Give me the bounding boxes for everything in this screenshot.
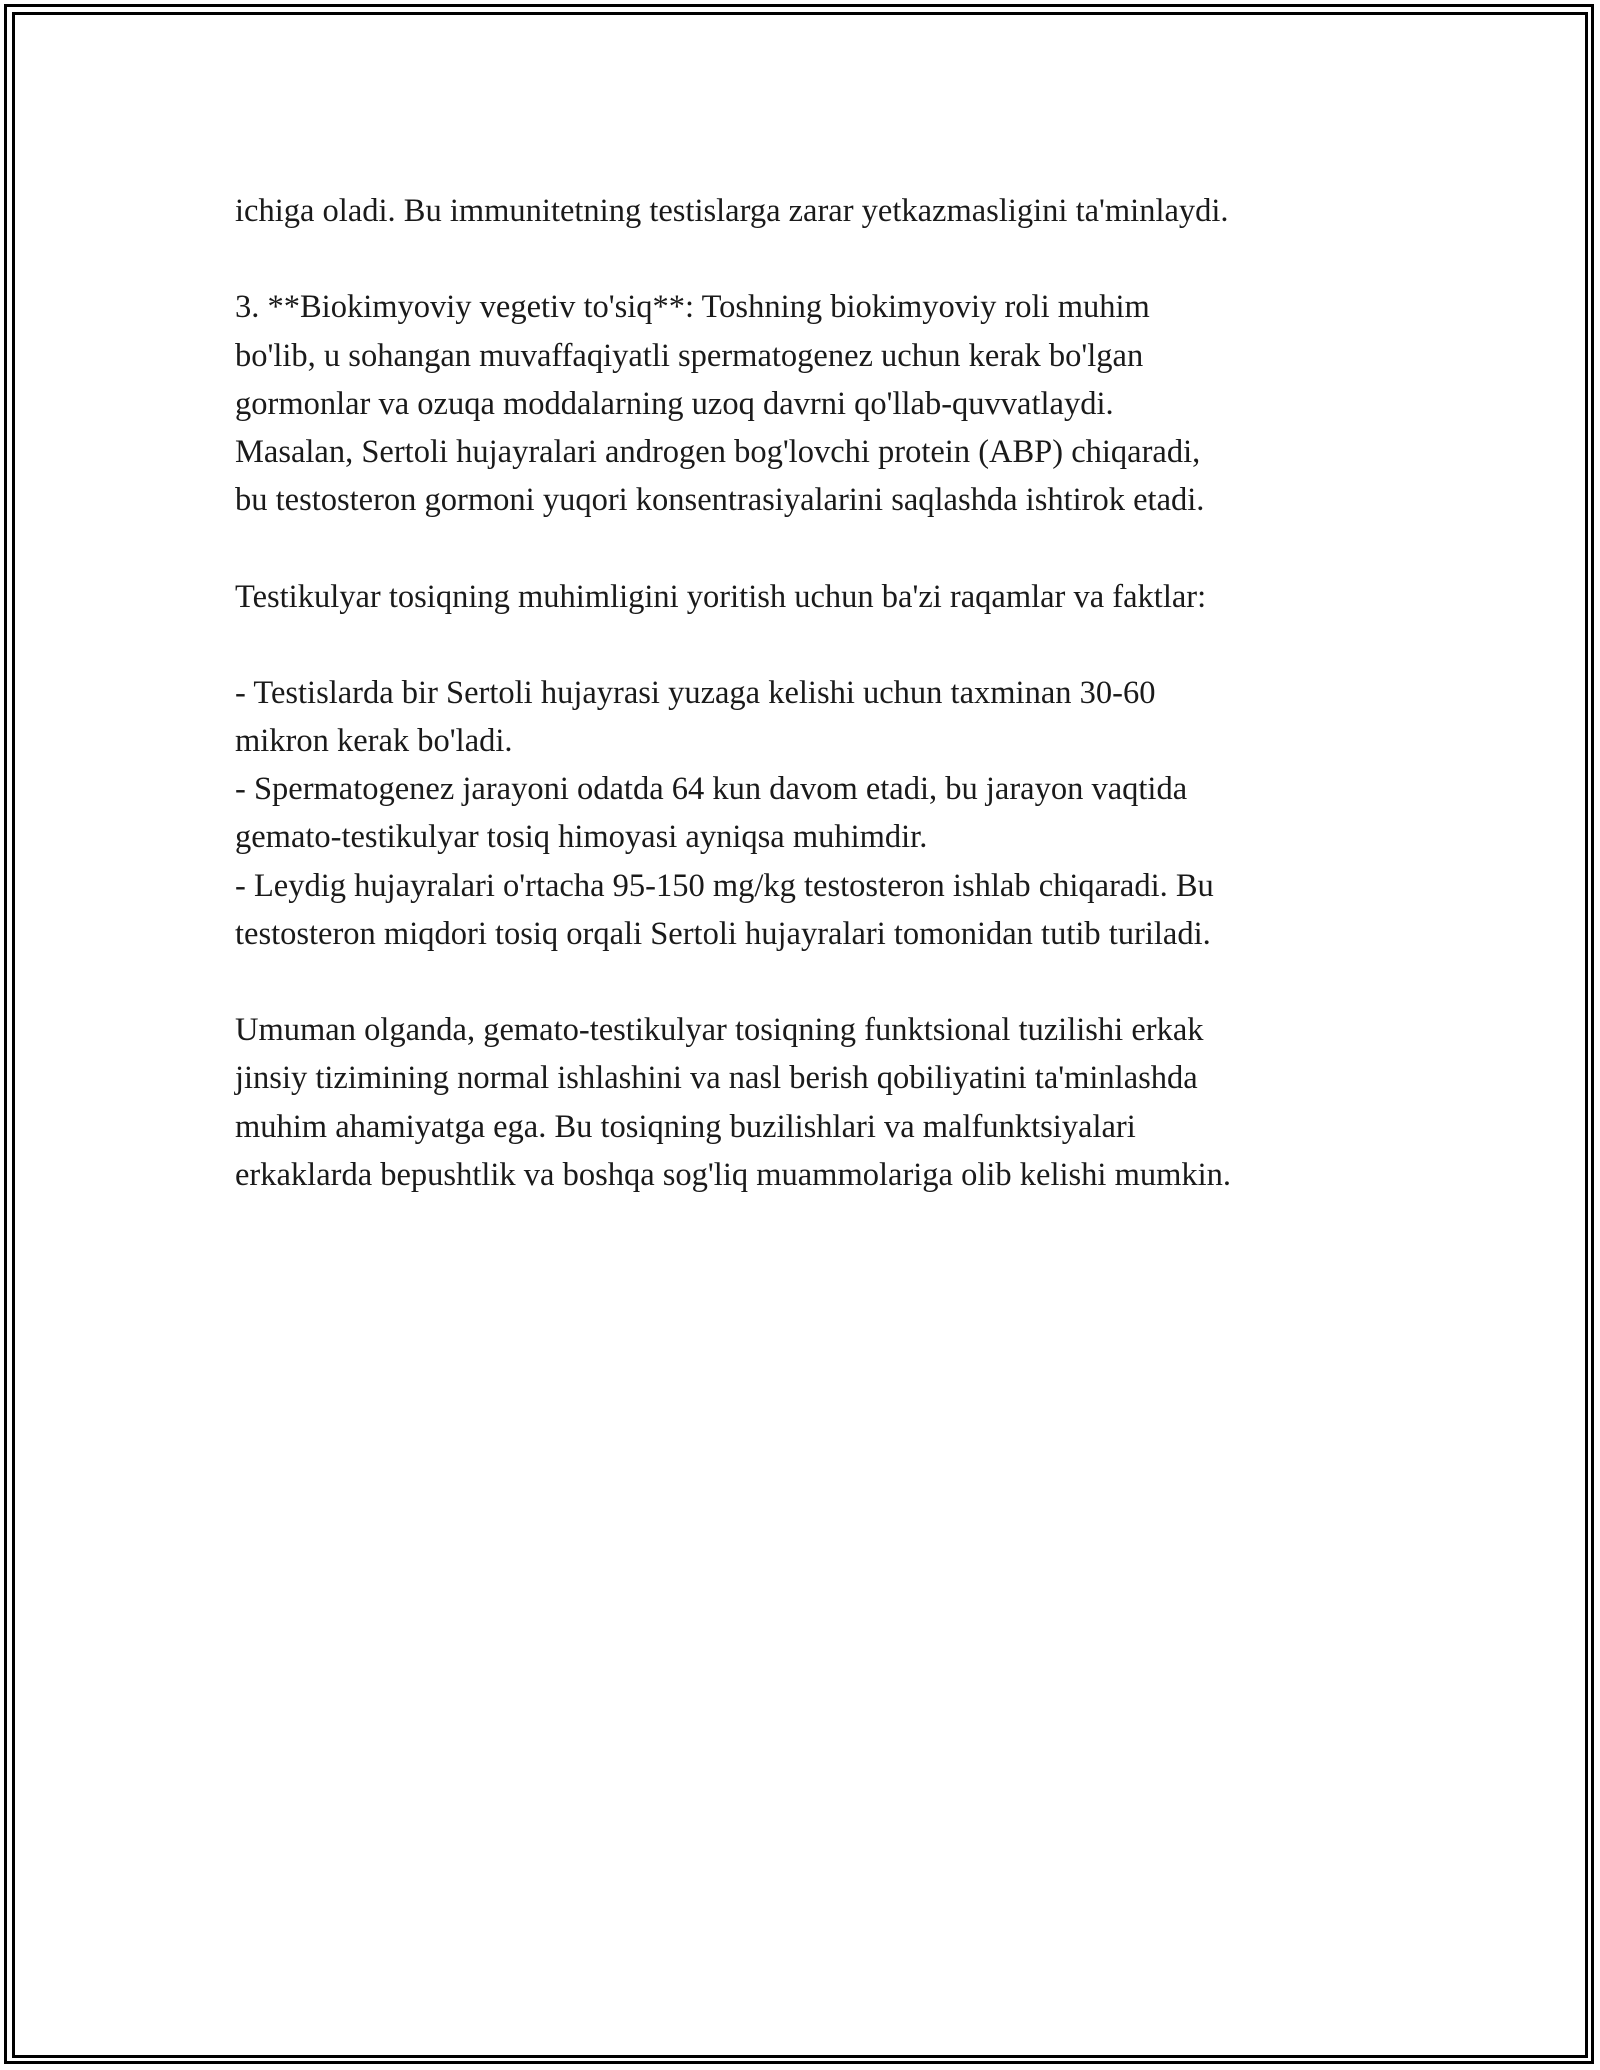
list-item-line: - Testislarda bir Sertoli hujayrasi yuzaga kelishi uchun taxminan 30-60 bbox=[235, 674, 1156, 711]
paragraph-spacer bbox=[235, 958, 1375, 1006]
text-line: jinsiy tizimining normal ishlashini va nasl berish qobiliyatini ta'minlashda bbox=[235, 1060, 1198, 1097]
text-line: Testikulyar tosiqning muhimligini yoritish uchun ba'zi raqamlar va faktlar: bbox=[235, 578, 1207, 615]
list-item-line: gemato-testikulyar tosiq himoyasi ayniqsa muhimdir. bbox=[235, 819, 928, 856]
text-line: erkaklarda bepushtlik va boshqa sog'liq muammolariga olib kelishi mumkin. bbox=[235, 1156, 1232, 1193]
text-line: Umuman olganda, gemato-testikulyar tosiqning funktsional tuzilishi erkak bbox=[235, 1012, 1204, 1049]
list-item-line: - Spermatogenez jarayoni odatda 64 kun davom etadi, bu jarayon vaqtida bbox=[235, 771, 1188, 808]
text-line: bo'lib, u sohangan muvaffaqiyatli spermatogenez uchun kerak bo'lgan bbox=[235, 337, 1144, 374]
list-item-line: - Leydig hujayralari o'rtacha 95-150 mg/kg testosteron ishlab chiqaradi. Bu bbox=[235, 867, 1214, 904]
text-line: bu testosteron gormoni yuqori konsentrasiyalarini saqlashda ishtirok etadi. bbox=[235, 482, 1205, 519]
paragraph-spacer bbox=[235, 621, 1375, 669]
text-line: gormonlar va ozuqa moddalarning uzoq davrni qo'llab-quvvatlaydi. bbox=[235, 385, 1114, 422]
list-item-line: testosteron miqdori tosiq orqali Sertoli hujayralari tomonidan tutib turiladi. bbox=[235, 915, 1211, 952]
text-line: ichiga oladi. Bu immunitetning testislarga zarar yetkazmasligini ta'minlaydi. bbox=[235, 193, 1229, 229]
list-item-line: mikron kerak bo'ladi. bbox=[235, 723, 513, 760]
text-line: muhim ahamiyatga ega. Bu tosiqning buzilishlari va malfunktsiyalari bbox=[235, 1108, 1136, 1145]
text-line: 3. **Biokimyoviy vegetiv to'siq**: Toshning biokimyoviy roli muhim bbox=[235, 289, 1150, 326]
text-line: Masalan, Sertoli hujayralari androgen bog'lovchi protein (ABP) chiqaradi, bbox=[235, 433, 1201, 470]
paragraph-5 bbox=[235, 1006, 1375, 1199]
paragraph-2 bbox=[235, 283, 1375, 524]
paragraph-spacer bbox=[235, 524, 1375, 572]
document-body bbox=[235, 187, 1375, 1199]
paragraph-1 bbox=[235, 187, 1375, 235]
paragraph-3 bbox=[235, 573, 1375, 621]
paragraph-spacer bbox=[235, 235, 1375, 283]
paragraph-4-list bbox=[235, 669, 1375, 958]
